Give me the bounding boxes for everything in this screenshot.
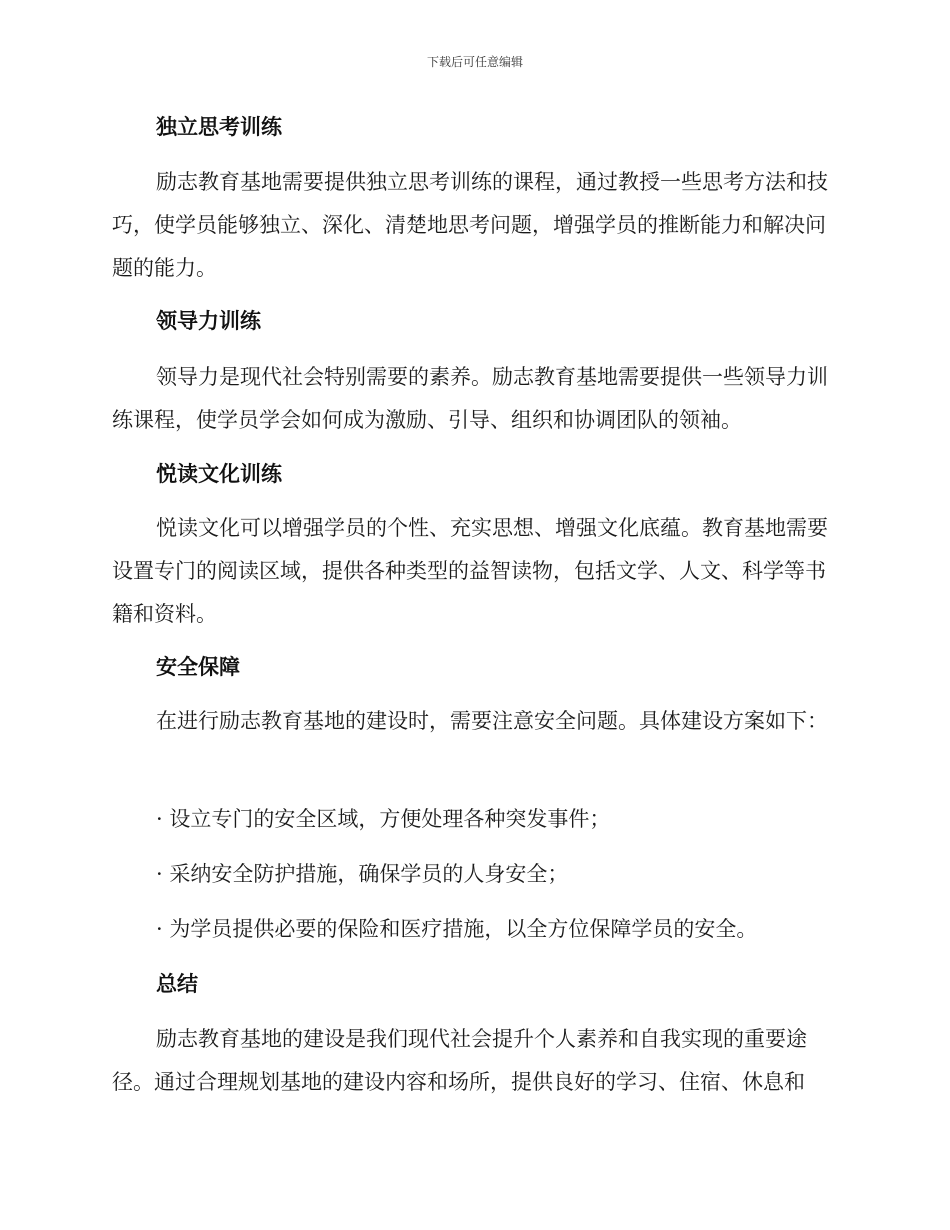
page-header: 下载后可任意编辑 [426, 55, 523, 69]
section-heading-reading-culture: 悦读文化训练 [156, 462, 282, 486]
section-body-independent-thinking: 励志教育基地需要提供独立思考训练的课程，通过教授一些思考方法和技巧，使学员能够独立、深化、清楚地思考问题，增强学员的推断能力和解决问题的能力。 [112, 170, 828, 280]
section-body-leadership: 领导力是现代社会特别需要的素养。励志教育基地需要提供一些领导力训练课程，使学员学会如何成为激励、引导、组织和协调团队的领袖。 [112, 365, 828, 432]
section-body-summary: 励志教育基地的建设是我们现代社会提升个人素养和自我实现的重要途径。通过合理规划基地的建设内容和场所，提供良好的学习、住宿、休息和 [112, 1027, 807, 1094]
section-body-reading-culture: 悦读文化可以增强学员的个性、充实思想、增强文化底蕴。教育基地需要设置专门的阅读区域，提供各种类型的益智读物，包括文学、人文、科学等书籍和资料。 [112, 516, 828, 626]
section-heading-summary: 总结 [156, 972, 198, 996]
list-item: · 设立专门的安全区域，方便处理各种突发事件； [156, 807, 611, 831]
section-heading-leadership: 领导力训练 [156, 309, 261, 333]
section-body-safety: 在进行励志教育基地的建设时，需要注意安全问题。具体建设方案如下： [156, 709, 828, 733]
list-item: · 采纳安全防护措施，确保学员的人身安全； [156, 862, 569, 886]
section-heading-safety: 安全保障 [156, 655, 240, 679]
section-heading-independent-thinking: 独立思考训练 [156, 115, 282, 139]
list-item: · 为学员提供必要的保险和医疗措施，以全方位保障学员的安全。 [156, 917, 758, 941]
